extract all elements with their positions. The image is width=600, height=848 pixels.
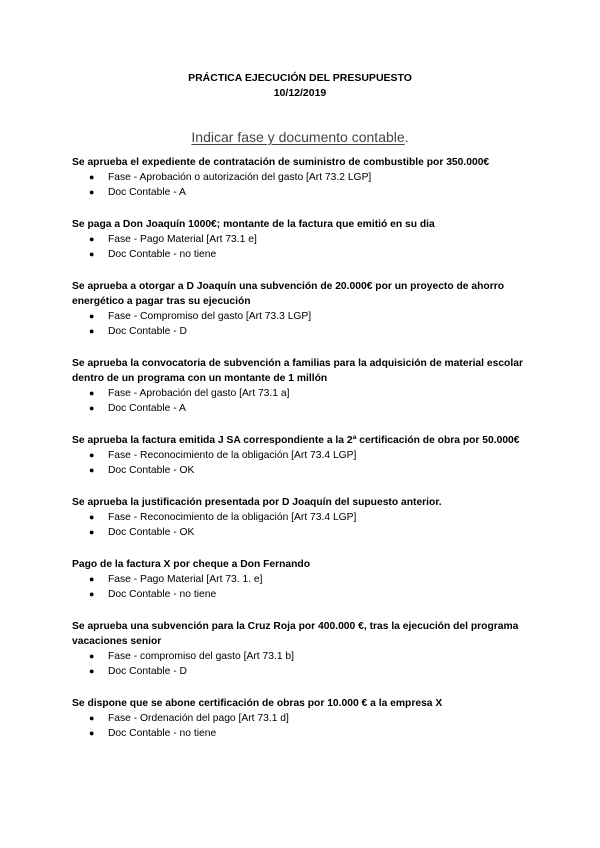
doc-text: Doc Contable - A xyxy=(108,403,186,414)
bullet-icon: ● xyxy=(89,728,95,738)
doc-text: Doc Contable - D xyxy=(108,326,187,337)
exercise-answers xyxy=(72,510,542,540)
fase-answer xyxy=(72,232,542,247)
fase-text: Fase - compromiso del gasto [Art 73.1 b] xyxy=(108,651,294,662)
exercise-list xyxy=(72,155,542,758)
fase-answer xyxy=(72,711,542,726)
fase-answer xyxy=(72,309,542,324)
bullet-icon: ● xyxy=(89,666,95,676)
exercise-title: Pago de la factura X por cheque a Don Fernando xyxy=(72,559,311,570)
exercise-title: Se paga a Don Joaquín 1000€; montante de la factura que emitió en su dia xyxy=(72,219,435,230)
exercise-title: Se aprueba la justificación presentada por D Joaquín del supuesto anterior. xyxy=(72,497,442,508)
exercise-answers xyxy=(72,386,542,416)
bullet-icon: ● xyxy=(89,403,95,413)
doc-text: Doc Contable - D xyxy=(108,666,187,677)
instructions-text: Indicar fase y documento contable xyxy=(191,129,405,145)
exercise-item-3 xyxy=(72,279,542,339)
bullet-icon: ● xyxy=(89,249,95,259)
fase-answer xyxy=(72,170,542,185)
exercise-item-5 xyxy=(72,433,542,478)
bullet-icon: ● xyxy=(89,574,95,584)
fase-text: Fase - Reconocimiento de la obligación [Art 73.4 LGP] xyxy=(108,450,357,461)
doc-answer xyxy=(72,525,542,540)
doc-text: Doc Contable - OK xyxy=(108,527,195,538)
fase-answer xyxy=(72,510,542,525)
exercise-item-8 xyxy=(72,619,542,679)
doc-answer xyxy=(72,401,542,416)
fase-text: Fase - Ordenación del pago [Art 73.1 d] xyxy=(108,713,289,724)
doc-text: Doc Contable - no tiene xyxy=(108,589,217,600)
doc-text: Doc Contable - OK xyxy=(108,465,195,476)
exercise-item-7 xyxy=(72,557,542,602)
exercise-answers xyxy=(72,572,542,602)
exercise-answers xyxy=(72,170,542,200)
doc-answer xyxy=(72,664,542,679)
exercise-title: Se aprueba a otorgar a D Joaquín una subvención de 20.000€ por un proyecto de ahorro energético a pagar tras su ejecución xyxy=(72,281,505,307)
exercise-title: Se dispone que se abone certificación de obras por 10.000 € a la empresa X xyxy=(72,698,443,709)
bullet-icon: ● xyxy=(89,512,95,522)
exercise-item-6 xyxy=(72,495,542,540)
fase-text: Fase - Pago Material [Art 73.1 e] xyxy=(108,234,257,245)
bullet-icon: ● xyxy=(89,326,95,336)
exercise-title: Se aprueba la convocatoria de subvención a familias para la adquisición de material escolar dentro de un programa con un montante de 1 millón xyxy=(72,358,523,384)
bullet-icon: ● xyxy=(89,527,95,537)
fase-answer xyxy=(72,572,542,587)
doc-text: Doc Contable - A xyxy=(108,187,186,198)
exercise-title: Se aprueba la factura emitida J SA correspondiente a la 2ª certificación de obra por 50.000€ xyxy=(72,435,520,446)
exercise-item-2 xyxy=(72,217,542,262)
exercise-item-9 xyxy=(72,696,542,741)
bullet-icon: ● xyxy=(89,172,95,182)
exercise-answers xyxy=(72,232,542,262)
bullet-icon: ● xyxy=(89,388,95,398)
instructions-period: . xyxy=(404,129,409,145)
exercise-item-1 xyxy=(72,155,542,200)
fase-text: Fase - Compromiso del gasto [Art 73.3 LGP] xyxy=(108,311,312,322)
exercise-item-4 xyxy=(72,356,542,416)
doc-answer xyxy=(72,463,542,478)
fase-answer xyxy=(72,448,542,463)
exercise-title: Se aprueba una subvención para la Cruz Roja por 400.000 €, tras la ejecución del programa vacaciones senior xyxy=(72,621,519,647)
doc-answer xyxy=(72,726,542,741)
doc-answer xyxy=(72,587,542,602)
exercise-answers xyxy=(72,309,542,339)
doc-text: Doc Contable - no tiene xyxy=(108,728,217,739)
bullet-icon: ● xyxy=(89,465,95,475)
fase-answer xyxy=(72,649,542,664)
fase-text: Fase - Aprobación del gasto [Art 73.1 a] xyxy=(108,388,290,399)
exercise-answers xyxy=(72,711,542,741)
instructions-subtitle xyxy=(0,129,600,145)
document-date: 10/12/2019 xyxy=(273,87,327,99)
exercise-answers xyxy=(72,448,542,478)
doc-text: Doc Contable - no tiene xyxy=(108,249,217,260)
doc-answer xyxy=(72,185,542,200)
bullet-icon: ● xyxy=(89,713,95,723)
bullet-icon: ● xyxy=(89,450,95,460)
bullet-icon: ● xyxy=(89,187,95,197)
exercise-answers xyxy=(72,649,542,679)
bullet-icon: ● xyxy=(89,311,95,321)
exercise-title: Se aprueba el expediente de contratación de suministro de combustible por 350.000€ xyxy=(72,157,490,168)
fase-answer xyxy=(72,386,542,401)
doc-answer xyxy=(72,324,542,339)
fase-text: Fase - Pago Material [Art 73. 1. e] xyxy=(108,574,263,585)
document-title: PRÁCTICA EJECUCIÓN DEL PRESUPUESTO xyxy=(188,72,412,84)
document-header xyxy=(0,71,600,101)
bullet-icon: ● xyxy=(89,589,95,599)
doc-answer xyxy=(72,247,542,262)
fase-text: Fase - Aprobación o autorización del gasto [Art 73.2 LGP] xyxy=(108,172,372,183)
bullet-icon: ● xyxy=(89,651,95,661)
bullet-icon: ● xyxy=(89,234,95,244)
fase-text: Fase - Reconocimiento de la obligación [Art 73.4 LGP] xyxy=(108,512,357,523)
